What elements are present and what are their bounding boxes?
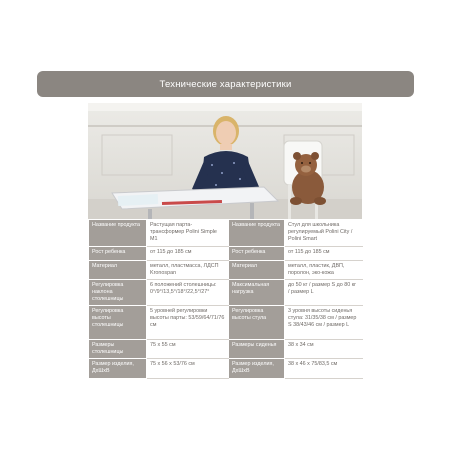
spec-label: Максимальная нагрузка [229,280,285,306]
table-row [89,261,363,280]
spec-value: 5 уровней регулировки высоты парты: 53/59/64/71/76 см [147,306,229,340]
spec-label: Материал [89,261,147,280]
spec-value: Стул для школьника регулируемый Polini City / Polini Smart [285,220,363,247]
product-photo [88,103,362,219]
specs-table [88,219,363,379]
spec-value: 6 положений столешницы: 0°/9°/13,5°/18°/22,5°/27° [147,280,229,306]
spec-value: от 115 до 185 см [285,247,363,261]
spec-value: металл, пластик, ДВП, поролон, эко-кожа [285,261,363,280]
table-row [89,359,363,379]
spec-label: Название продукта [89,220,147,247]
spec-value: до 50 кг / размер S до 80 кг / размер L [285,280,363,306]
section-title: Технические характеристики [159,78,292,90]
spec-label: Регулировка высоты стула [229,306,285,340]
spec-label: Регулировка высоты столешницы [89,306,147,340]
spec-label: Рост ребенка [89,247,147,261]
table-row [89,220,363,247]
table-row [89,306,363,340]
spec-label: Размер изделия, ДхШхВ [229,359,285,379]
spec-value: металл, пластмасса, ЛДСП Kronospan [147,261,229,280]
spec-label: Рост ребенка [229,247,285,261]
spec-value: от 115 до 185 см [147,247,229,261]
spec-value: Растущая парта-трансформер Polini Simple M1 [147,220,229,247]
spec-label: Размеры сиденья [229,340,285,359]
section-header [37,71,414,97]
table-row [89,247,363,261]
table-row [89,340,363,359]
spec-label: Размеры столешницы [89,340,147,359]
spec-value: 38 х 46 х 75/83,5 см [285,359,363,379]
spec-label: Регулировка наклона столешницы [89,280,147,306]
spec-label: Название продукта [229,220,285,247]
spec-label: Размер изделия, ДхШхВ [89,359,147,379]
spec-value: 75 х 55 см [147,340,229,359]
spec-value: 3 уровня высоты сиденья стула: 31/35/38 см / размер S 38/43/46 см / размер L [285,306,363,340]
spec-value: 38 х 34 см [285,340,363,359]
spec-value: 75 х 56 х 53/76 см [147,359,229,379]
spec-label: Материал [229,261,285,280]
table-row [89,280,363,306]
